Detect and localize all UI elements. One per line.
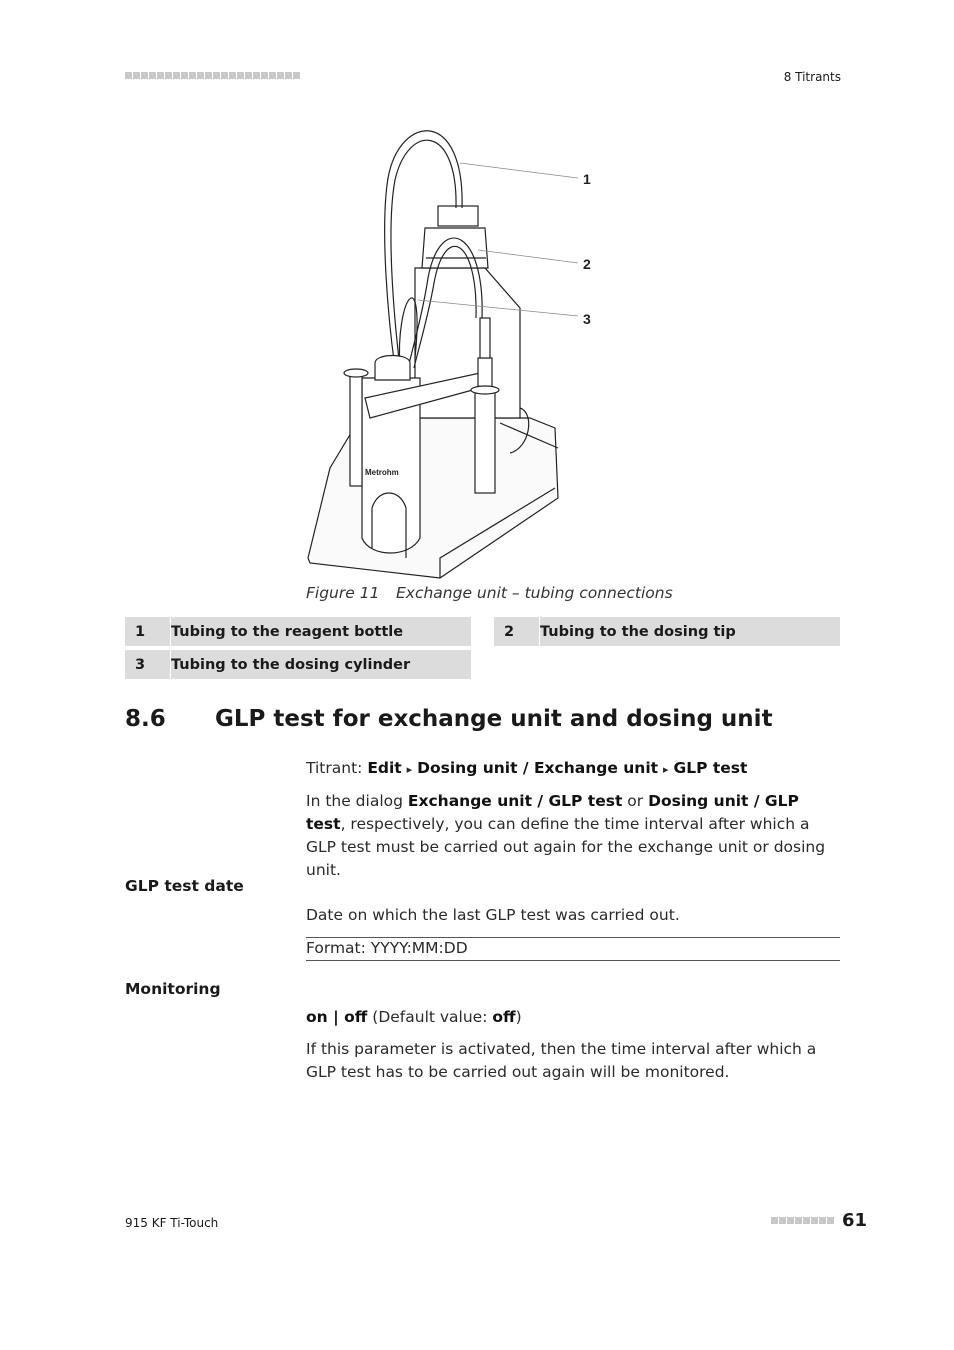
legend-label: Tubing to the dosing cylinder bbox=[170, 650, 410, 679]
intro-paragraph bbox=[306, 790, 840, 882]
legend-label: Tubing to the reagent bottle bbox=[170, 617, 403, 646]
monitoring-heading: Monitoring bbox=[125, 980, 221, 998]
legend-label: Tubing to the dosing tip bbox=[539, 617, 736, 646]
section-heading bbox=[125, 706, 773, 732]
nav-separator-icon: ▸ bbox=[406, 763, 413, 776]
legend-number: 1 bbox=[135, 623, 146, 640]
format-rule-bottom bbox=[306, 960, 840, 961]
default-prefix: (Default value: bbox=[367, 1008, 493, 1026]
nav-step-unit: Dosing unit / Exchange unit bbox=[417, 759, 659, 777]
figure-number: Figure 11 bbox=[306, 584, 380, 602]
glp-date-description: Date on which the last GLP test was carried out. bbox=[306, 906, 680, 924]
figure-caption-text: Exchange unit – tubing connections bbox=[396, 584, 673, 602]
callout-3: 3 bbox=[583, 311, 591, 327]
default-value: off bbox=[492, 1008, 516, 1026]
product-name: 915 KF Ti-Touch bbox=[125, 1216, 219, 1230]
device-brand: Metrohm bbox=[365, 468, 399, 477]
legend-number: 2 bbox=[504, 623, 515, 640]
nav-step-edit: Edit bbox=[367, 759, 402, 777]
legend-item-1 bbox=[125, 617, 471, 646]
dialog-name-exchange: Exchange unit / GLP test bbox=[407, 792, 623, 810]
section-title: GLP test for exchange unit and dosing unit bbox=[215, 706, 773, 732]
intro-text: In the dialog bbox=[306, 792, 408, 810]
legend-number: 3 bbox=[135, 656, 146, 673]
callout-1: 1 bbox=[583, 171, 591, 187]
page-footer-right bbox=[771, 1210, 867, 1231]
chapter-label: 8 Titrants bbox=[783, 70, 841, 84]
page-number: 61 bbox=[841, 1210, 867, 1231]
glp-date-heading: GLP test date bbox=[125, 877, 244, 895]
legend-item-3 bbox=[125, 650, 471, 679]
monitoring-options bbox=[306, 1006, 522, 1029]
section-number: 8.6 bbox=[125, 706, 166, 732]
nav-prefix: Titrant: bbox=[306, 759, 363, 777]
nav-step-glp: GLP test bbox=[673, 759, 748, 777]
legend-item-2 bbox=[494, 617, 840, 646]
monitoring-description: If this parameter is activated, then the time interval after which a GLP test has to be carried out again will be monitored. bbox=[306, 1040, 817, 1081]
exchange-unit-figure bbox=[300, 118, 620, 580]
footer-decoration bbox=[771, 1217, 834, 1224]
callout-2: 2 bbox=[583, 256, 591, 272]
nav-separator-icon: ▸ bbox=[663, 763, 669, 776]
navigation-path bbox=[306, 757, 747, 781]
figure-caption bbox=[306, 584, 673, 602]
monitoring-values: on | off bbox=[306, 1008, 368, 1026]
intro-text: , respectively, you can define the time interval after which a GLP test must be carried out again for the exchange unit or dosing unit. bbox=[306, 815, 826, 879]
default-suffix: ) bbox=[515, 1008, 522, 1026]
glp-date-format: Format: YYYY:MM:DD bbox=[306, 939, 468, 957]
header-decoration bbox=[125, 72, 300, 79]
dialog-name-dosing: Dosing unit / GLP test bbox=[306, 792, 799, 833]
exchange-unit-illustration bbox=[300, 118, 620, 580]
intro-text: or bbox=[622, 792, 649, 810]
